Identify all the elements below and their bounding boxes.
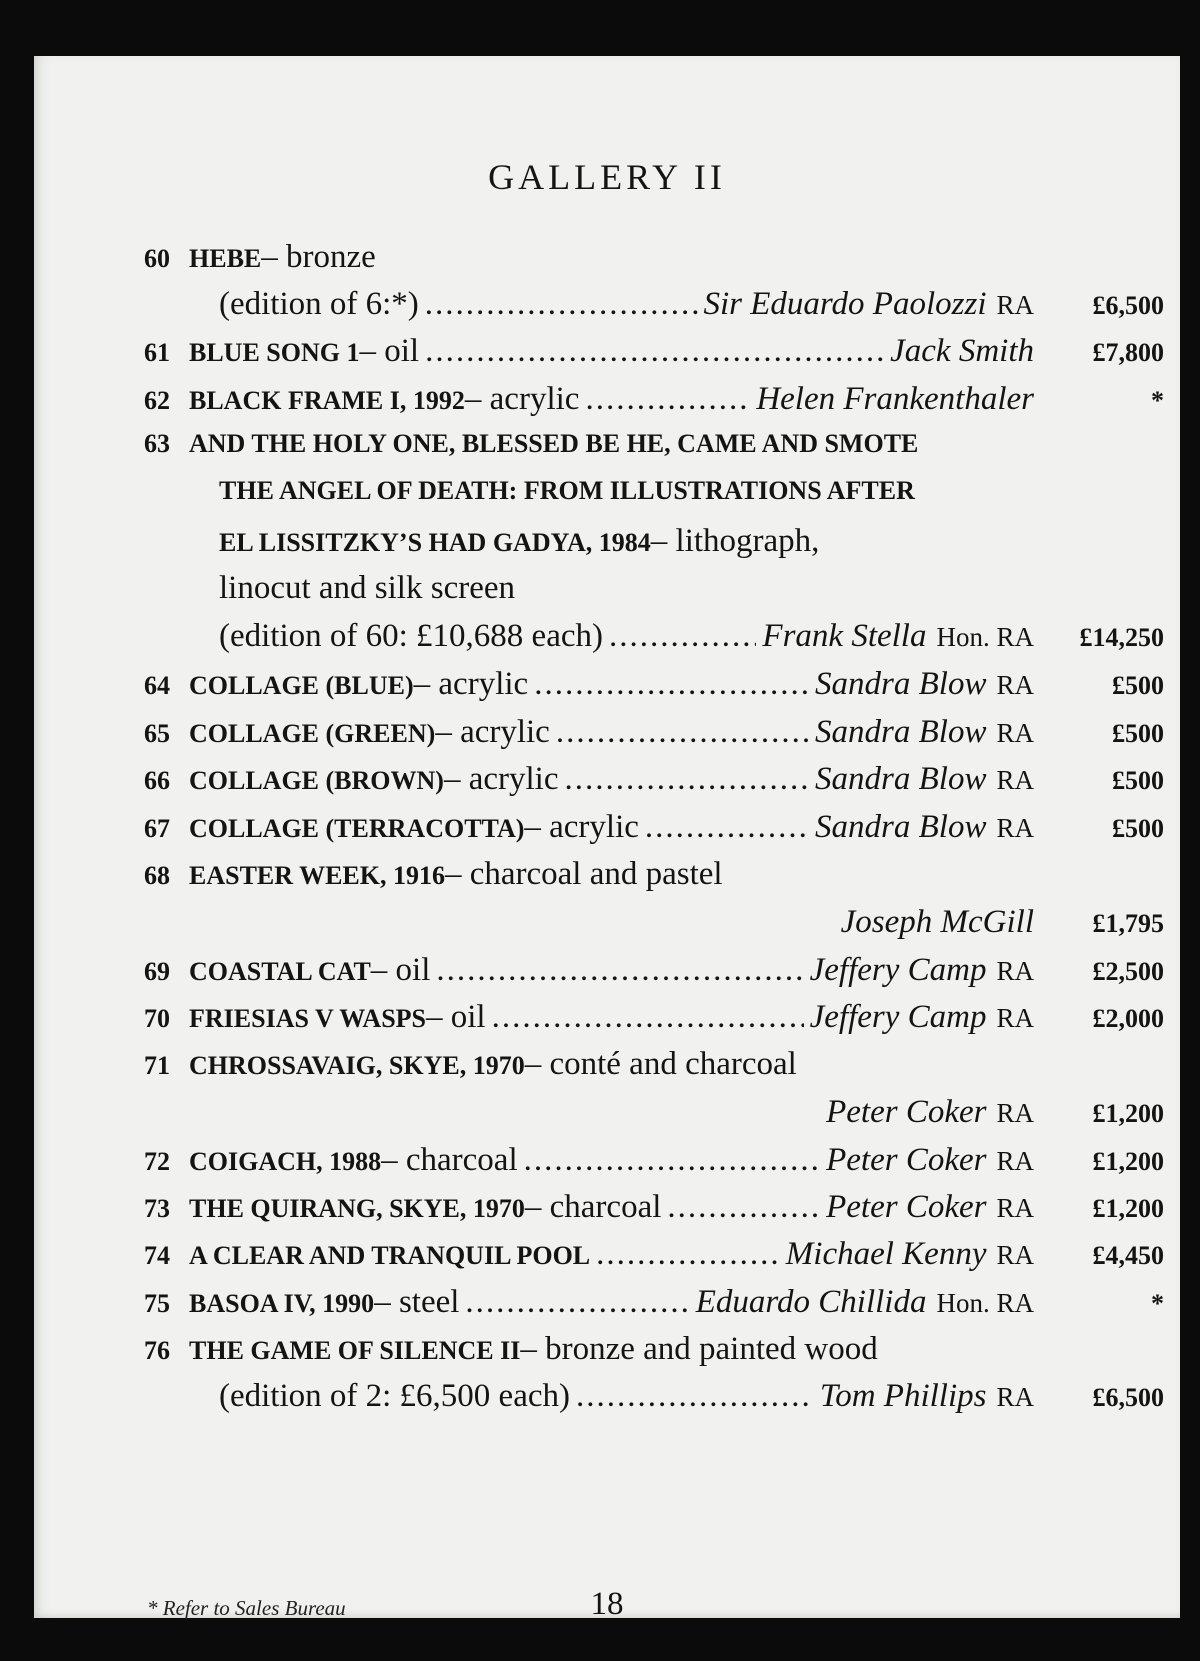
dot-leader <box>585 381 750 418</box>
entry-artist: Michael Kenny <box>785 1236 987 1272</box>
entry-suffix: RA <box>996 1382 1034 1412</box>
catalogue-entry <box>144 429 1164 479</box>
entry-price: £2,500 <box>1092 957 1164 986</box>
entry-suffix: RA <box>996 1240 1034 1270</box>
entry-title: COLLAGE (BLUE) <box>189 671 414 700</box>
entry-title: A CLEAR AND TRANQUIL POOL <box>189 1241 591 1270</box>
dot-leader <box>645 809 809 846</box>
entry-medium: – charcoal <box>381 1142 518 1178</box>
entry-number: 66 <box>144 766 170 795</box>
entry-medium: – lithograph, <box>650 523 820 559</box>
catalogue-entry <box>144 761 1164 811</box>
dot-leader <box>596 1236 780 1273</box>
dot-leader <box>534 666 809 703</box>
entry-title: FRIESIAS V WASPS <box>189 1004 426 1033</box>
dot-leader <box>524 1142 821 1179</box>
entry-title: COASTAL CAT <box>189 957 371 986</box>
entry-medium: – oil <box>370 952 431 988</box>
entry-medium: – oil <box>359 333 420 369</box>
entry-medium: – oil <box>426 999 486 1035</box>
entry-title: COLLAGE (BROWN) <box>189 766 444 795</box>
catalogue-entry <box>144 999 1164 1049</box>
entry-number: 64 <box>144 671 170 700</box>
dot-leader <box>436 952 803 989</box>
dot-leader <box>565 761 810 798</box>
entry-continuation <box>219 904 1164 954</box>
entry-artist: Helen Frankenthaler <box>756 381 1034 417</box>
entry-number: 62 <box>144 386 170 415</box>
catalogue-entry <box>144 239 1164 289</box>
entry-number: 63 <box>144 429 170 458</box>
dot-leader <box>556 714 809 751</box>
entry-artist: Sir Eduardo Paolozzi <box>703 286 987 322</box>
entry-title: THE QUIRANG, SKYE, 1970 <box>189 1194 525 1223</box>
entry-number: 60 <box>144 244 170 273</box>
entry-price: £1,200 <box>1092 1147 1164 1176</box>
entry-price: £7,800 <box>1092 338 1164 367</box>
entry-artist: Joseph McGill <box>840 904 1034 940</box>
dot-leader <box>425 286 698 323</box>
entry-artist: Sandra Blow <box>815 714 987 750</box>
entry-medium: – bronze <box>261 239 376 275</box>
catalogue-entry <box>144 381 1164 431</box>
entry-number: 61 <box>144 338 170 367</box>
catalogue-entry <box>144 1236 1164 1286</box>
entry-suffix: Hon. RA <box>936 1288 1034 1318</box>
entry-title: EL LISSITZKY’S HAD GADYA, 1984 <box>219 528 651 557</box>
entry-continuation <box>219 476 1164 526</box>
entry-title: CHROSSAVAIG, SKYE, 1970 <box>189 1051 525 1080</box>
entry-artist: Sandra Blow <box>815 761 987 797</box>
entry-number: 65 <box>144 719 170 748</box>
entry-medium: – charcoal and pastel <box>444 856 723 892</box>
entry-title: HEBE <box>189 244 262 273</box>
entry-suffix: Hon. RA <box>936 622 1034 652</box>
entry-price: £1,200 <box>1092 1194 1164 1223</box>
catalogue-entry <box>144 1284 1164 1334</box>
entry-suffix: RA <box>996 670 1034 700</box>
entry-price: £4,450 <box>1092 1241 1164 1270</box>
entry-title: THE ANGEL OF DEATH: FROM ILLUSTRATIONS AFTER <box>219 476 915 505</box>
catalogue-entry <box>144 333 1164 383</box>
entry-price: £1,795 <box>1092 909 1164 938</box>
entry-medium: – acrylic <box>413 666 529 702</box>
entry-price: £1,200 <box>1092 1099 1164 1128</box>
entry-number: 68 <box>144 861 170 890</box>
entry-suffix: RA <box>996 956 1034 986</box>
catalogue-entry <box>144 666 1164 716</box>
entry-price: £500 <box>1112 766 1164 795</box>
footnote: * Refer to Sales Bureau <box>147 1596 346 1620</box>
entry-artist: Sandra Blow <box>815 666 987 702</box>
entry-medium: – bronze and painted wood <box>520 1331 878 1367</box>
dot-leader <box>576 1378 814 1415</box>
dot-leader <box>492 999 804 1036</box>
page-number: 18 <box>590 1586 624 1622</box>
entry-title: BLACK FRAME I, 1992 <box>189 386 465 415</box>
entry-number: 73 <box>144 1194 170 1223</box>
entry-number: 71 <box>144 1051 170 1080</box>
entry-suffix: RA <box>996 1098 1034 1128</box>
entry-medium: – acrylic <box>464 381 580 417</box>
catalogue-entry <box>144 1189 1164 1239</box>
entry-artist: Tom Phillips <box>819 1378 987 1414</box>
entry-medium: – conté and charcoal <box>524 1046 797 1082</box>
catalogue-entry <box>144 1331 1164 1381</box>
entry-suffix: RA <box>996 290 1034 320</box>
catalogue-page <box>34 56 1180 1622</box>
entry-artist: Jeffery Camp <box>809 999 987 1035</box>
entry-price: * <box>1151 386 1164 415</box>
entry-medium: – charcoal <box>524 1189 662 1225</box>
entry-detail: (edition of 6:*) <box>219 286 419 322</box>
entry-title: BASOA IV, 1990 <box>189 1289 375 1318</box>
entry-artist: Peter Coker <box>826 1142 987 1178</box>
entry-price: £2,000 <box>1092 1004 1164 1033</box>
entry-artist: Peter Coker <box>826 1189 987 1225</box>
entry-medium: – steel <box>374 1284 460 1320</box>
entry-title: COLLAGE (GREEN) <box>189 719 436 748</box>
entry-artist: Peter Coker <box>826 1094 987 1130</box>
catalogue-entry <box>144 856 1164 906</box>
dot-leader <box>465 1284 689 1321</box>
catalogue-entry <box>144 1046 1164 1096</box>
catalogue-entry <box>144 952 1164 1002</box>
entry-artist: Jack Smith <box>890 333 1034 369</box>
dot-leader <box>425 333 884 370</box>
catalogue-entry <box>144 1142 1164 1192</box>
entry-continuation <box>219 1378 1164 1428</box>
entry-title: AND THE HOLY ONE, BLESSED BE HE, CAME AND SMOTE <box>189 429 919 458</box>
entry-number: 72 <box>144 1147 170 1176</box>
entry-continuation <box>219 1094 1164 1144</box>
entry-title: COLLAGE (TERRACOTTA) <box>189 814 525 843</box>
entry-price: £14,250 <box>1079 623 1164 652</box>
catalogue-entry <box>144 809 1164 859</box>
entry-medium: – acrylic <box>524 809 639 845</box>
entry-price: £6,500 <box>1092 291 1164 320</box>
entry-suffix: RA <box>996 718 1034 748</box>
entry-suffix: RA <box>996 1193 1034 1223</box>
entry-suffix: RA <box>996 1146 1034 1176</box>
entry-price: £500 <box>1112 671 1164 700</box>
entry-artist: Jeffery Camp <box>809 952 987 988</box>
entry-detail: (edition of 2: £6,500 each) <box>219 1378 570 1414</box>
entry-artist: Frank Stella <box>762 618 927 654</box>
entry-continuation <box>219 286 1164 336</box>
entry-number: 69 <box>144 957 170 986</box>
entry-medium: – acrylic <box>443 761 559 797</box>
entry-artist: Sandra Blow <box>815 809 987 845</box>
entry-number: 76 <box>144 1336 170 1365</box>
entry-continuation <box>219 523 1164 573</box>
entry-number: 67 <box>144 814 170 843</box>
dot-leader <box>667 1189 820 1226</box>
entry-number: 70 <box>144 1004 170 1033</box>
entry-artist: Eduardo Chillida <box>695 1284 927 1320</box>
dot-leader <box>609 618 756 655</box>
entry-number: 74 <box>144 1241 170 1270</box>
entry-title: BLUE SONG 1 <box>189 338 360 367</box>
entry-medium: linocut and silk screen <box>219 570 516 606</box>
entry-price: * <box>1151 1289 1164 1318</box>
entry-price: £6,500 <box>1092 1383 1164 1412</box>
entry-suffix: RA <box>996 813 1034 843</box>
entry-detail: (edition of 60: £10,688 each) <box>219 618 603 654</box>
entry-medium: – acrylic <box>435 714 550 750</box>
page-title: GALLERY II <box>488 157 726 197</box>
entry-suffix: RA <box>996 1003 1034 1033</box>
entry-title: EASTER WEEK, 1916 <box>189 861 445 890</box>
entry-continuation <box>219 570 1164 620</box>
entry-suffix: RA <box>996 765 1034 795</box>
catalogue-entry <box>144 714 1164 764</box>
entry-continuation <box>219 618 1164 668</box>
entry-price: £500 <box>1112 814 1164 843</box>
entry-title: COIGACH, 1988 <box>189 1147 382 1176</box>
entry-number: 75 <box>144 1289 170 1318</box>
entry-price: £500 <box>1112 719 1164 748</box>
entry-title: THE GAME OF SILENCE II <box>189 1336 521 1365</box>
